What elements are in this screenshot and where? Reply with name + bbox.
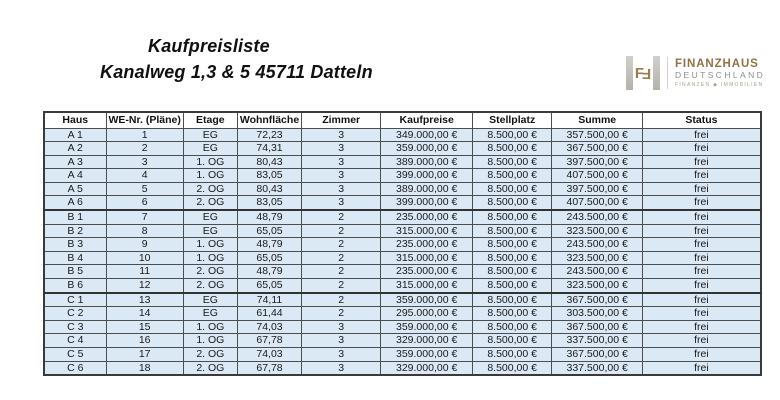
table-cell: 357.500,00 € [552, 128, 643, 142]
table-cell: 3 [302, 196, 381, 210]
table-cell: 243.500,00 € [552, 265, 643, 279]
table-cell: C 2 [44, 307, 106, 321]
table-cell: EG [183, 210, 237, 224]
table-cell: 337.500,00 € [552, 334, 643, 348]
table-cell: A 1 [44, 128, 106, 142]
document-title [100, 33, 373, 85]
table-cell: frei [643, 279, 761, 293]
table-cell: 12 [106, 279, 183, 293]
table-row [44, 279, 761, 293]
table-cell: 3 [302, 169, 381, 183]
table-cell: 8.500,00 € [473, 238, 552, 252]
logo-tagline: FINANZEN ◆ IMMOBILIEN [675, 81, 764, 88]
table-cell: 6 [106, 196, 183, 210]
table-cell: 10 [106, 251, 183, 265]
table-cell: 67,78 [237, 334, 301, 348]
table-row [44, 142, 761, 156]
table-cell: 315.000,00 € [381, 224, 473, 238]
table-cell: frei [643, 361, 761, 375]
table-cell: 323.500,00 € [552, 251, 643, 265]
table-cell: 2. OG [183, 348, 237, 362]
table-cell: 359.000,00 € [381, 348, 473, 362]
table-row [44, 320, 761, 334]
table-cell: frei [643, 307, 761, 321]
table-cell: 74,31 [237, 142, 301, 156]
table-row [44, 348, 761, 362]
title-line-2: Kanalweg 1,3 & 5 45711 Datteln [100, 62, 373, 82]
table-cell: 2. OG [183, 265, 237, 279]
table-cell: 65,05 [237, 251, 301, 265]
table-cell: 2 [302, 210, 381, 224]
table-cell: 13 [106, 293, 183, 307]
column-header: WE-Nr. (Pläne) [106, 112, 183, 128]
table-cell: C 5 [44, 348, 106, 362]
table-cell: frei [643, 182, 761, 196]
table-cell: 2 [302, 293, 381, 307]
finanzhaus-logo-icon [626, 56, 660, 90]
table-cell: 83,05 [237, 196, 301, 210]
logo-brand-name: FINANZHAUS [675, 57, 759, 70]
table-cell: 359.000,00 € [381, 320, 473, 334]
table-cell: 3 [302, 334, 381, 348]
table-row [44, 196, 761, 210]
table-cell: 329.000,00 € [381, 361, 473, 375]
table-cell: 3 [302, 348, 381, 362]
column-header: Stellplatz [473, 112, 552, 128]
table-cell: 2 [302, 307, 381, 321]
table-cell: 8.500,00 € [473, 320, 552, 334]
title-line-1: Kaufpreisliste [148, 36, 270, 56]
table-cell: EG [183, 293, 237, 307]
logo-text [675, 58, 765, 88]
table-cell: 1. OG [183, 320, 237, 334]
table-cell: 329.000,00 € [381, 334, 473, 348]
table-row [44, 265, 761, 279]
table-cell: 1. OG [183, 238, 237, 252]
table-cell: 65,05 [237, 224, 301, 238]
table-cell: 235.000,00 € [381, 265, 473, 279]
table-cell: 243.500,00 € [552, 210, 643, 224]
table-cell: 2 [302, 279, 381, 293]
table-cell: 407.500,00 € [552, 169, 643, 183]
table-row [44, 307, 761, 321]
table-cell: 235.000,00 € [381, 210, 473, 224]
table-cell: frei [643, 210, 761, 224]
table-cell: EG [183, 307, 237, 321]
table-row [44, 155, 761, 169]
table-cell: 8.500,00 € [473, 279, 552, 293]
table-cell: C 6 [44, 361, 106, 375]
table-cell: EG [183, 142, 237, 156]
table-cell: 8.500,00 € [473, 142, 552, 156]
price-table-body [44, 128, 761, 375]
table-cell: 8.500,00 € [473, 265, 552, 279]
table-cell: 2 [302, 238, 381, 252]
table-cell: 359.000,00 € [381, 293, 473, 307]
table-row [44, 182, 761, 196]
table-cell: frei [643, 169, 761, 183]
table-cell: 323.500,00 € [552, 279, 643, 293]
table-cell: C 3 [44, 320, 106, 334]
table-cell: frei [643, 128, 761, 142]
table-row [44, 293, 761, 307]
table-cell: C 1 [44, 293, 106, 307]
table-cell: 48,79 [237, 238, 301, 252]
header-row [44, 112, 761, 128]
table-cell: 74,11 [237, 293, 301, 307]
table-cell: 3 [302, 320, 381, 334]
table-cell: 367.500,00 € [552, 142, 643, 156]
table-cell: 8.500,00 € [473, 182, 552, 196]
column-header: Zimmer [302, 112, 381, 128]
table-cell: A 3 [44, 155, 106, 169]
logo-divider [667, 57, 668, 89]
table-cell: 315.000,00 € [381, 251, 473, 265]
table-cell: 295.000,00 € [381, 307, 473, 321]
logo-bracket-right [653, 56, 660, 90]
table-cell: 74,03 [237, 320, 301, 334]
table-cell: 235.000,00 € [381, 238, 473, 252]
table-cell: 303.500,00 € [552, 307, 643, 321]
table-cell: 8.500,00 € [473, 293, 552, 307]
table-cell: 399.000,00 € [381, 169, 473, 183]
table-cell: 15 [106, 320, 183, 334]
table-cell: 61,44 [237, 307, 301, 321]
table-cell: 359.000,00 € [381, 142, 473, 156]
table-cell: 5 [106, 182, 183, 196]
price-table [43, 111, 762, 376]
table-cell: 80,43 [237, 155, 301, 169]
table-cell: A 5 [44, 182, 106, 196]
logo-country: DEUTSCHLAND [675, 70, 766, 81]
table-cell: 16 [106, 334, 183, 348]
table-row [44, 251, 761, 265]
table-cell: 1. OG [183, 155, 237, 169]
table-cell: 8.500,00 € [473, 361, 552, 375]
table-cell: 17 [106, 348, 183, 362]
table-row [44, 238, 761, 252]
table-cell: 323.500,00 € [552, 224, 643, 238]
table-cell: 1. OG [183, 169, 237, 183]
table-cell: 9 [106, 238, 183, 252]
table-row [44, 169, 761, 183]
table-cell: 83,05 [237, 169, 301, 183]
table-cell: 389.000,00 € [381, 155, 473, 169]
table-cell: 8.500,00 € [473, 169, 552, 183]
table-cell: 2 [302, 265, 381, 279]
table-cell: 67,78 [237, 361, 301, 375]
logo-bracket-left [626, 56, 633, 90]
table-cell: frei [643, 155, 761, 169]
table-cell: frei [643, 265, 761, 279]
column-header: Wohnfläche [237, 112, 301, 128]
table-cell: B 3 [44, 238, 106, 252]
table-cell: frei [643, 238, 761, 252]
table-cell: 397.500,00 € [552, 155, 643, 169]
table-row [44, 361, 761, 375]
table-cell: frei [643, 251, 761, 265]
logo-monogram: F F [634, 64, 652, 82]
table-cell: 367.500,00 € [552, 320, 643, 334]
table-cell: 72,23 [237, 128, 301, 142]
table-cell: 1 [106, 128, 183, 142]
column-header: Haus [44, 112, 106, 128]
table-cell: A 6 [44, 196, 106, 210]
table-cell: A 2 [44, 142, 106, 156]
table-cell: 337.500,00 € [552, 361, 643, 375]
table-cell: 8.500,00 € [473, 307, 552, 321]
table-cell: 8.500,00 € [473, 251, 552, 265]
column-header: Etage [183, 112, 237, 128]
table-cell: 2. OG [183, 361, 237, 375]
column-header: Summe [552, 112, 643, 128]
table-cell: EG [183, 128, 237, 142]
table-cell: 4 [106, 169, 183, 183]
table-cell: 2 [302, 224, 381, 238]
table-cell: 14 [106, 307, 183, 321]
table-row [44, 128, 761, 142]
table-cell: 389.000,00 € [381, 182, 473, 196]
table-cell: 3 [302, 142, 381, 156]
table-row [44, 210, 761, 224]
table-cell: 2 [302, 251, 381, 265]
table-cell: C 4 [44, 334, 106, 348]
table-row [44, 224, 761, 238]
table-cell: 3 [106, 155, 183, 169]
table-cell: 8.500,00 € [473, 224, 552, 238]
table-cell: frei [643, 334, 761, 348]
table-cell: B 2 [44, 224, 106, 238]
table-cell: frei [643, 348, 761, 362]
table-cell: 3 [302, 155, 381, 169]
table-cell: 80,43 [237, 182, 301, 196]
table-cell: 8.500,00 € [473, 196, 552, 210]
column-header: Kaufpreise [381, 112, 473, 128]
table-cell: 74,03 [237, 348, 301, 362]
table-cell: frei [643, 320, 761, 334]
table-cell: frei [643, 196, 761, 210]
table-cell: 3 [302, 128, 381, 142]
table-cell: 8.500,00 € [473, 128, 552, 142]
table-cell: 11 [106, 265, 183, 279]
table-cell: 397.500,00 € [552, 182, 643, 196]
table-cell: 2. OG [183, 196, 237, 210]
table-cell: 2. OG [183, 279, 237, 293]
table-cell: 8.500,00 € [473, 210, 552, 224]
table-cell: frei [643, 142, 761, 156]
column-header: Status [643, 112, 761, 128]
table-cell: 65,05 [237, 279, 301, 293]
table-cell: 18 [106, 361, 183, 375]
table-cell: B 1 [44, 210, 106, 224]
table-cell: 1. OG [183, 334, 237, 348]
table-cell: B 5 [44, 265, 106, 279]
table-cell: 8.500,00 € [473, 348, 552, 362]
table-cell: 367.500,00 € [552, 348, 643, 362]
table-cell: 2. OG [183, 182, 237, 196]
table-cell: 399.000,00 € [381, 196, 473, 210]
table-cell: A 4 [44, 169, 106, 183]
table-cell: 3 [302, 361, 381, 375]
table-cell: 349.000,00 € [381, 128, 473, 142]
table-cell: 48,79 [237, 210, 301, 224]
table-cell: EG [183, 224, 237, 238]
table-cell: 367.500,00 € [552, 293, 643, 307]
table-cell: 2 [106, 142, 183, 156]
table-cell: frei [643, 224, 761, 238]
table-row [44, 334, 761, 348]
table-cell: 7 [106, 210, 183, 224]
table-cell: 8 [106, 224, 183, 238]
table-cell: 315.000,00 € [381, 279, 473, 293]
price-table-header [44, 112, 761, 128]
finanzhaus-logo [626, 56, 765, 90]
table-cell: 48,79 [237, 265, 301, 279]
table-cell: B 4 [44, 251, 106, 265]
table-cell: 407.500,00 € [552, 196, 643, 210]
table-cell: B 6 [44, 279, 106, 293]
table-cell: 8.500,00 € [473, 334, 552, 348]
table-cell: frei [643, 293, 761, 307]
table-cell: 243.500,00 € [552, 238, 643, 252]
table-cell: 3 [302, 182, 381, 196]
table-cell: 1. OG [183, 251, 237, 265]
table-cell: 8.500,00 € [473, 155, 552, 169]
